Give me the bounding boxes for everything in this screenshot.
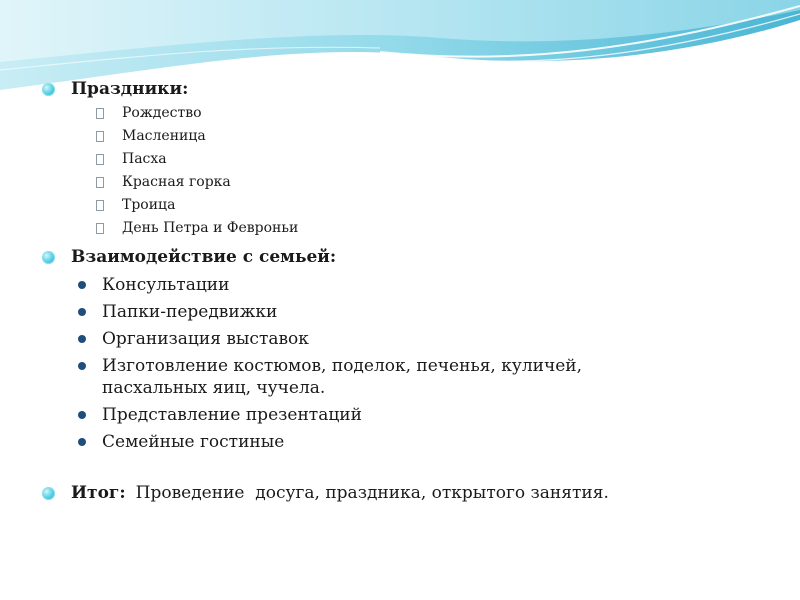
slide-content bbox=[42, 76, 782, 506]
dot-bullet-icon bbox=[78, 438, 86, 446]
family-heading bbox=[42, 244, 782, 270]
family-title: Взаимодействие с семьей: bbox=[71, 247, 337, 267]
holidays-heading bbox=[42, 76, 782, 102]
holidays-section bbox=[42, 76, 782, 240]
square-bullet-icon bbox=[96, 108, 104, 119]
list-item: Семейные гостиные bbox=[78, 431, 782, 453]
result-line bbox=[42, 480, 782, 506]
dot-bullet-icon bbox=[78, 362, 86, 370]
list-item: Красная горка bbox=[96, 171, 782, 194]
dot-bullet-icon bbox=[78, 281, 86, 289]
bullet-icon bbox=[42, 487, 55, 500]
list-item: Рождество bbox=[96, 102, 782, 125]
family-list bbox=[42, 274, 782, 453]
list-item: Организация выставок bbox=[78, 328, 782, 350]
bullet-icon bbox=[42, 251, 55, 264]
list-item: Троица bbox=[96, 194, 782, 217]
holidays-title: Праздники: bbox=[71, 79, 189, 99]
result-label: Итог: bbox=[71, 483, 126, 503]
list-item: Консультации bbox=[78, 274, 782, 296]
list-item: Изготовление костюмов, поделок, печенья, куличей, пасхальных яиц, чучела. bbox=[78, 355, 782, 399]
dot-bullet-icon bbox=[78, 308, 86, 316]
dot-bullet-icon bbox=[78, 335, 86, 343]
list-item: Пасха bbox=[96, 148, 782, 171]
square-bullet-icon bbox=[96, 131, 104, 142]
dot-bullet-icon bbox=[78, 411, 86, 419]
list-item: Папки-передвижки bbox=[78, 301, 782, 323]
holidays-list bbox=[42, 102, 782, 240]
list-item: Масленица bbox=[96, 125, 782, 148]
result-text: Проведение досуга, праздника, открытого занятия. bbox=[135, 483, 609, 503]
list-item: Представление презентаций bbox=[78, 404, 782, 426]
list-item: День Петра и Февроньи bbox=[96, 217, 782, 240]
family-section bbox=[42, 244, 782, 453]
square-bullet-icon bbox=[96, 177, 104, 188]
result-section bbox=[42, 480, 782, 506]
square-bullet-icon bbox=[96, 154, 104, 165]
square-bullet-icon bbox=[96, 223, 104, 234]
square-bullet-icon bbox=[96, 200, 104, 211]
bullet-icon bbox=[42, 83, 55, 96]
